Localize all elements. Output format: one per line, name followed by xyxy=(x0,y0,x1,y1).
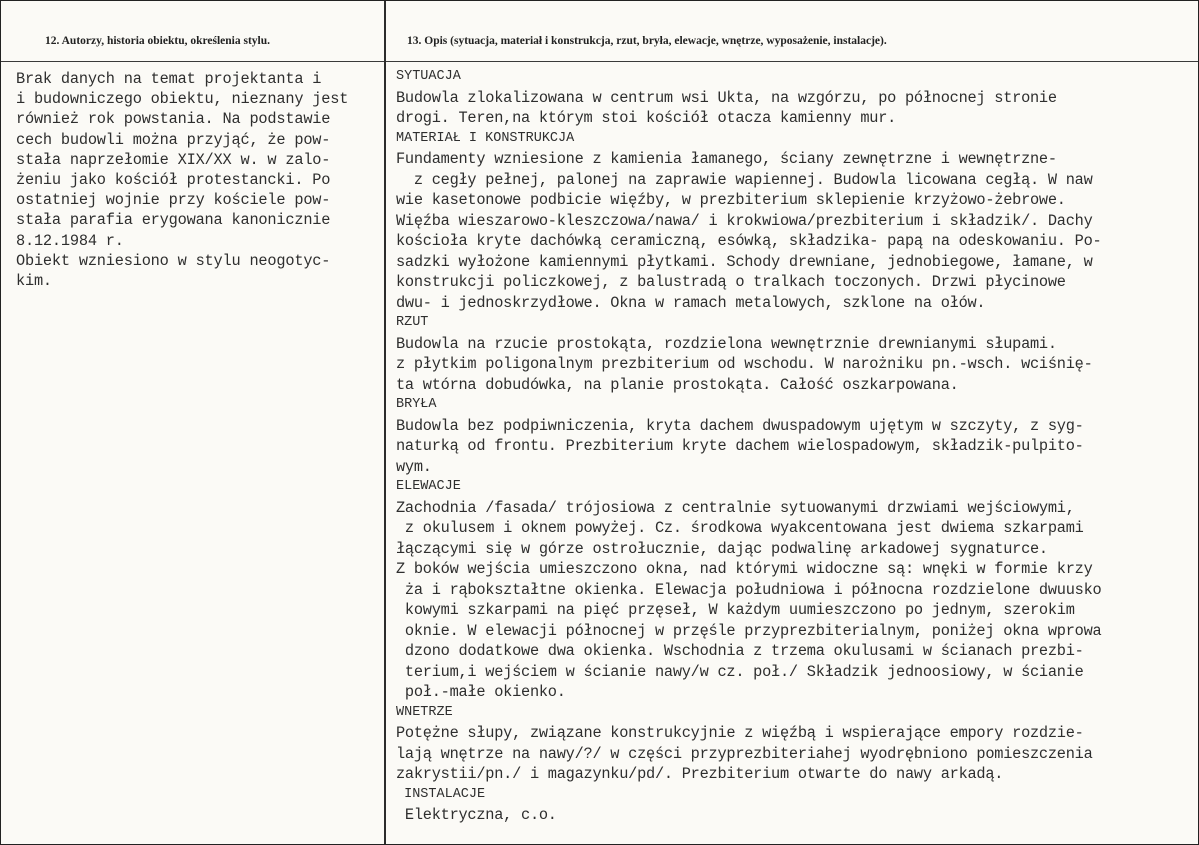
typed-line: żeniu jako kościół protestancki. Po xyxy=(7,170,331,189)
typed-line: Obiekt wzniesiono w stylu neogotyc- xyxy=(7,251,331,270)
section-heading: RZUT xyxy=(396,315,429,330)
typed-line: naturką od frontu. Prezbiterium kryte dachem wielospadowym, składzik-pulpito- xyxy=(396,437,1084,455)
typed-line: stała naprzełomie XIX/XX w. w zalo- xyxy=(7,150,331,169)
section-13-heading xyxy=(407,35,887,47)
typed-line: dwu- i jednoskrzydłowe. Okna w ramach metalowych, szklone na ołów. xyxy=(396,293,986,312)
typed-line: sadzki wyłożone kamiennymi płytkami. Schody drewniane, jednobiegowe, łamane, w xyxy=(396,252,1093,271)
typed-line: terium,i wejściem w ścianie nawy/w cz. poł./ Składzik jednoosiowy, w ścianie xyxy=(396,662,1084,681)
section-heading: WNETRZE xyxy=(396,704,453,720)
column-divider xyxy=(384,1,386,844)
typed-line: Brak danych na temat projektanta i xyxy=(7,70,322,88)
typed-line: poł.-małe okienko. xyxy=(396,683,566,701)
typed-line: kościoła kryte dachówką ceramiczną, esówką, składzika- papą na odeskowaniu. Po- xyxy=(396,232,1102,250)
typed-line: 8.12.1984 r. xyxy=(7,231,124,250)
typed-line: drogi. Teren,na którym stoi kościół otacza kamienny mur. xyxy=(396,109,897,127)
section-13-detail: (sytuacja, materiał i konstrukcja, rzut, bryła, elewacje, wnętrze, wyposażenie, instalacje). xyxy=(447,35,887,47)
typed-line: z cegły pełnej, palonej na zaprawie wapiennej. Budowla licowana cegłą. W naw xyxy=(396,170,1093,189)
section-12-heading: 12. Autorzy, historia obiektu, określenia stylu. xyxy=(45,35,271,47)
typed-line: łączącymi się w górze ostrołucznie, dając podwalinę arkadowej sygnaturce. xyxy=(396,539,1048,558)
typed-line: ta wtórna dobudówka, na planie prostokąta. Całość oszkarpowana. xyxy=(396,375,959,394)
typed-line: Budowla bez podpiwniczenia, kryta dachem dwuspadowym ujętym w szczyty, z syg- xyxy=(396,416,1084,435)
authors-history-text xyxy=(7,69,381,291)
typed-line: wym. xyxy=(396,457,432,476)
typed-line: stała parafia erygowana kanonicznie xyxy=(7,211,331,230)
typed-line: lają wnętrze na nawy/?/ w części przyprezbiteriahej wyodrębniono pomieszczenia xyxy=(396,744,1093,763)
typed-line: konstrukcji policzkowej, z balustradą o tralkach toczonych. Drzwi płycinowe xyxy=(396,273,1066,291)
typed-line: i budowniczego obiektu, nieznany jest xyxy=(7,90,349,109)
typed-line: ża i rąbokształtne okienka. Elewacja południowa i północna rozdzielone dwuusko xyxy=(396,580,1102,599)
typed-line: ostatniej wojnie przy kościele pow- xyxy=(7,191,331,210)
typed-line: Budowla na rzucie prostokąta, rozdzielona wewnętrznie drewnianymi słupami. xyxy=(396,334,1057,353)
typed-line: Fundamenty wzniesione z kamienia łamanego, ściany zewnętrzne i wewnętrzne- xyxy=(396,150,1057,168)
description-text xyxy=(396,67,1196,826)
typed-line: Więźba wieszarowo-kleszczowa/nawa/ i krokwiowa/prezbiterium i składzik/. Dachy xyxy=(396,211,1093,230)
typed-line: Z boków wejścia umieszczono okna, nad którymi widoczne są: wnęki w formie krzy xyxy=(396,560,1093,578)
typed-line: cech budowli można przyjąć, że pow- xyxy=(7,130,331,149)
typed-line: oknie. W elewacji północnej w przęśle przyprezbiterialnym, poniżej okna wprowa xyxy=(396,621,1102,640)
section-13-number: 13. Opis xyxy=(407,35,448,47)
typed-line: Potężne słupy, związane konstrukcyjnie z więźbą i wspierające empory rozdzie- xyxy=(396,724,1084,742)
typed-line: Budowla zlokalizowana w centrum wsi Ukta, na wzgórzu, po północnej stronie xyxy=(396,88,1057,107)
typed-line: kowymi szkarpami na pięć przęseł, W każdym uumieszczono po jednym, szerokim xyxy=(396,601,1075,619)
typed-line: również rok powstania. Na podstawie xyxy=(7,110,331,129)
section-heading: MATERIAŁ I KONSTRUKCJA xyxy=(396,130,575,146)
typed-line: zakrystii/pn./ i magazynku/pd/. Prezbiterium otwarte do nawy arkadą. xyxy=(396,765,1004,783)
typed-line: z płytkim poligonalnym prezbiterium od wschodu. W narożniku pn.-wsch. wciśnię- xyxy=(396,355,1093,373)
typed-line: kim. xyxy=(7,271,52,290)
section-heading: INSTALACJE xyxy=(396,786,486,802)
section-heading: ELEWACJE xyxy=(396,479,461,494)
typed-line: dzono dodatkowe dwa okienka. Wschodnia z trzema okulusami w ścianach prezbi- xyxy=(396,642,1084,660)
typed-line: Elektryczna, c.o. xyxy=(396,806,557,824)
typed-line: wie kasetonowe podbicie więźby, w prezbiterium sklepienie krzyżowo-żebrowe. xyxy=(396,191,1066,209)
typed-line: Zachodnia /fasada/ trójosiowa z centralnie sytuowanymi drzwiami wejściowymi, xyxy=(396,498,1075,517)
section-heading: SYTUACJA xyxy=(396,69,461,84)
typed-line: z okulusem i oknem powyżej. Cz. środkowa wyakcentowana jest dwiema szkarpami xyxy=(396,519,1084,537)
header-divider xyxy=(1,61,1198,62)
section-heading: BRYŁA xyxy=(396,397,437,412)
